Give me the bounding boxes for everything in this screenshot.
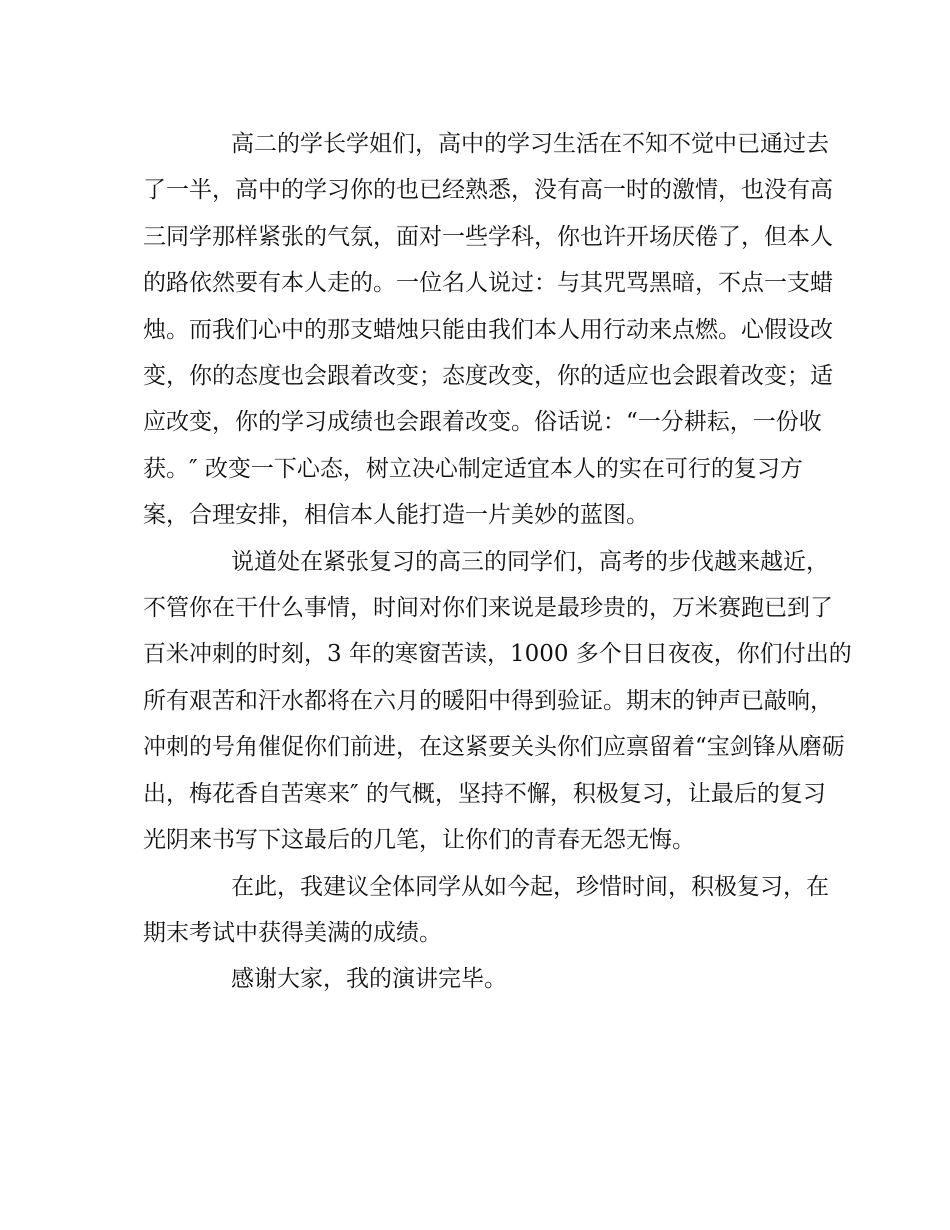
- text-line: 冲刺的号角催促你们前进，在这紧要关头你们应禀留着“宝剑锋从磨砺: [143, 734, 845, 761]
- paragraph-2: [143, 539, 852, 864]
- paragraph-3: [143, 864, 829, 957]
- text-line: 高二的学长学姐们，高中的学习生活在不知不觉中已通过去: [231, 131, 829, 157]
- text-line: 获。″ 改变一下心态，树立决心制定适宜本人的实在可行的复习方: [143, 455, 803, 482]
- text-line: 了一半，高中的学习你的也已经熟悉，没有高一时的激情，也没有高: [143, 177, 833, 204]
- text-line: 光阴来书写下这最后的几笔，让你们的青春无怨无悔。: [143, 827, 695, 854]
- speech-body: [143, 121, 852, 1003]
- paragraph-4: [143, 956, 813, 1002]
- text-line: 出，梅花香自苦寒来″ 的气概，坚持不懈，积极复习，让最后的复习: [143, 780, 826, 807]
- text-line: 期末考试中获得美满的成绩。: [143, 919, 442, 946]
- text-line: 所有艰苦和汗水都将在六月的暖阳中得到验证。期末的钟声已敲响，: [143, 687, 833, 714]
- text-line: 应改变，你的学习成绩也会跟着改变。俗话说：“一分耕耘，一份收: [143, 409, 822, 436]
- paragraph-1: [143, 121, 833, 539]
- text-line: 变，你的态度也会跟着改变；态度改变，你的适应也会跟着改变；适: [143, 363, 833, 390]
- text-line: 三同学那样紧张的气氛，面对一些学科，你也许开场厌倦了，但本人: [143, 223, 833, 250]
- text-line: 说道处在紧张复习的高三的同学们，高考的步伐越来越近，: [231, 548, 829, 575]
- text-line: 百米冲刺的时刻，3 年的寒窗苦读，1000 多个日日夜夜，你们付出的: [143, 641, 852, 668]
- text-line: 在此，我建议全体同学从如今起，珍惜时间，积极复习，在: [231, 873, 829, 900]
- text-line: 的路依然要有本人走的。一位名人说过：与其咒骂黑暗，不点一支蜡: [143, 270, 833, 297]
- text-line: 烛。而我们心中的那支蜡烛只能由我们本人用行动来点燃。心假设改: [143, 316, 833, 343]
- text-line: 感谢大家，我的演讲完毕。: [231, 966, 507, 993]
- text-line: 案，合理安排，相信本人能打造一片美妙的蓝图。: [143, 502, 649, 529]
- text-line: 不管你在干什么事情，时间对你们来说是最珍贵的，万米赛跑已到了: [143, 595, 833, 622]
